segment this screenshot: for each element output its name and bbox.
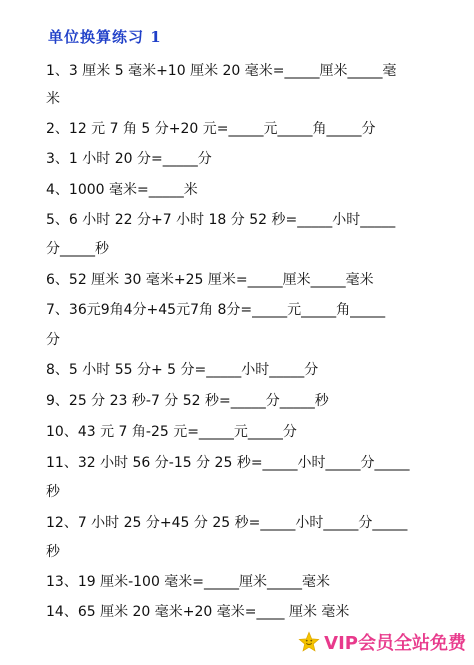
exercise-line-2: 2、12 元 7 角 5 分+20 元=_____元_____角_____分 xyxy=(46,121,376,137)
exercise-line-7-cont: 分 xyxy=(46,332,60,348)
exercise-line-7: 7、36元9角4分+45元7角 8分=_____元_____角_____ xyxy=(46,302,386,318)
exercise-line-4: 4、1000 毫米=_____米 xyxy=(46,182,198,198)
exercise-line-11: 11、32 小时 56 分-15 分 25 秒=_____小时_____分_____ xyxy=(46,455,410,471)
exercise-line-14: 14、65 厘米 20 毫米+20 毫米=____ 厘米 毫米 xyxy=(46,604,350,620)
exercise-line-5-cont: 分_____秒 xyxy=(46,241,109,257)
exercise-line-12: 12、7 小时 25 分+45 分 25 秒=_____小时_____分_____ xyxy=(46,515,408,531)
watermark-text: VIP会员全站免费 xyxy=(324,633,466,654)
exercise-line-1: 1、3 厘米 5 毫米+10 厘米 20 毫米=_____厘米_____毫 xyxy=(46,63,397,79)
exercise-line-12-cont: 秒 xyxy=(46,544,60,560)
exercise-line-6: 6、52 厘米 30 毫米+25 厘米=_____厘米_____毫米 xyxy=(46,272,374,288)
exercise-line-3: 3、1 小时 20 分=_____分 xyxy=(46,151,212,167)
exercise-line-11-cont: 秒 xyxy=(46,484,60,500)
vip-watermark xyxy=(298,629,466,655)
exercise-line-9: 9、25 分 23 秒-7 分 52 秒=_____分_____秒 xyxy=(46,393,329,409)
exercise-line-8: 8、5 小时 55 分+ 5 分=_____小时_____分 xyxy=(46,362,319,378)
exercise-line-5: 5、6 小时 22 分+7 小时 18 分 52 秒=_____小时_____ xyxy=(46,212,396,228)
star-icon xyxy=(298,631,320,653)
exercise-line-10: 10、43 元 7 角-25 元=_____元_____分 xyxy=(46,424,297,440)
exercise-line-13: 13、19 厘米-100 毫米=_____厘米_____毫米 xyxy=(46,574,331,590)
exercise-line-1-cont: 米 xyxy=(46,91,60,107)
worksheet-title: 单位换算练习 1 xyxy=(48,28,162,46)
